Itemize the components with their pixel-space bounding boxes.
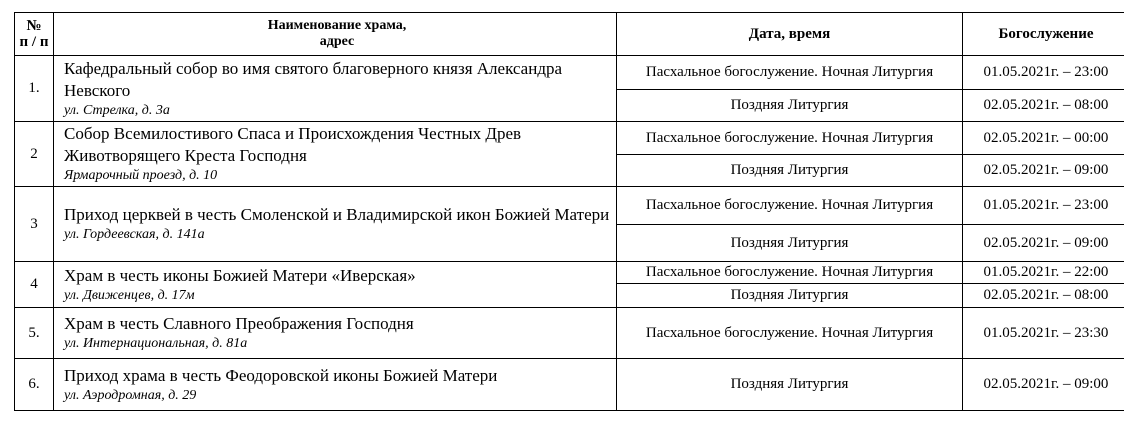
church-name: Приход храма в честь Феодоровской иконы Божией Матери (64, 365, 498, 385)
service-name: Пасхальное богослужение. Ночная Литургия (617, 122, 963, 155)
row-number: 1. (15, 56, 54, 122)
church-cell (54, 56, 617, 122)
service-datetime: 02.05.2021г. – 09:00 (963, 155, 1124, 187)
header-row (15, 13, 1124, 56)
church-name: Приход церквей в честь Смоленской и Владимирской икон Божией Матери (64, 205, 610, 224)
church-address: Ярмарочный проезд, д. 10 (64, 168, 218, 183)
service-name: Поздняя Литургия (617, 284, 963, 308)
row-number: 3 (15, 187, 54, 262)
service-name: Поздняя Литургия (617, 359, 963, 411)
service-name: Поздняя Литургия (617, 90, 963, 122)
service-datetime: 01.05.2021г. – 23:00 (963, 187, 1124, 225)
service-name: Поздняя Литургия (617, 155, 963, 187)
header-name-line2: адрес (319, 34, 355, 49)
table-row (15, 262, 1124, 284)
church-address: ул. Стрелка, д. 3а (64, 102, 170, 118)
service-name: Пасхальное богослужение. Ночная Литургия (617, 187, 963, 225)
service-name: Пасхальное богослужение. Ночная Литургия (617, 262, 963, 284)
church-address: ул. Аэродромная, д. 29 (64, 387, 197, 403)
church-name: Храм в честь иконы Божией Матери «Иверская» (64, 265, 416, 285)
church-cell (54, 359, 617, 411)
table-row (15, 56, 1124, 90)
row-number: 5. (15, 308, 54, 359)
church-cell (54, 187, 617, 262)
header-num (15, 13, 54, 56)
church-cell (54, 122, 617, 187)
church-cell (54, 262, 617, 308)
header-num-line2: п / п (19, 34, 49, 50)
service-datetime: 01.05.2021г. – 23:30 (963, 308, 1124, 359)
row-number: 6. (15, 359, 54, 411)
row-number: 4 (15, 262, 54, 308)
header-name (54, 13, 617, 56)
service-datetime: 02.05.2021г. – 00:00 (963, 122, 1124, 155)
service-name: Пасхальное богослужение. Ночная Литургия (617, 56, 963, 90)
header-name-line1: Наименование храма, (267, 18, 407, 33)
church-name: Храм в честь Славного Преображения Господня (64, 314, 414, 333)
service-datetime: 02.05.2021г. – 09:00 (963, 359, 1124, 411)
service-datetime: 01.05.2021г. – 23:00 (963, 56, 1124, 90)
church-name: Кафедральный собор во имя святого благоверного князя Александра Невского (64, 58, 563, 100)
schedule-table (14, 12, 1124, 411)
service-name: Поздняя Литургия (617, 225, 963, 262)
table-row (15, 187, 1124, 225)
church-cell (54, 308, 617, 359)
header-service: Богослужение (963, 13, 1124, 56)
header-datetime: Дата, время (617, 13, 963, 56)
service-datetime: 02.05.2021г. – 08:00 (963, 284, 1124, 308)
header-num-line1: № (26, 18, 42, 34)
table-row (15, 359, 1124, 411)
service-name: Пасхальное богослужение. Ночная Литургия (617, 308, 963, 359)
service-datetime: 01.05.2021г. – 22:00 (963, 262, 1124, 284)
church-name: Собор Всемилостивого Спаса и Происхождения Честных Древ Животворящего Креста Господня (64, 124, 522, 165)
service-datetime: 02.05.2021г. – 09:00 (963, 225, 1124, 262)
table-row (15, 308, 1124, 359)
church-address: ул. Интернациональная, д. 81а (64, 336, 248, 351)
row-number: 2 (15, 122, 54, 187)
service-datetime: 02.05.2021г. – 08:00 (963, 90, 1124, 122)
church-address: ул. Гордеевская, д. 141а (64, 227, 205, 242)
church-address: ул. Движенцев, д. 17м (64, 287, 195, 303)
table-row (15, 122, 1124, 155)
